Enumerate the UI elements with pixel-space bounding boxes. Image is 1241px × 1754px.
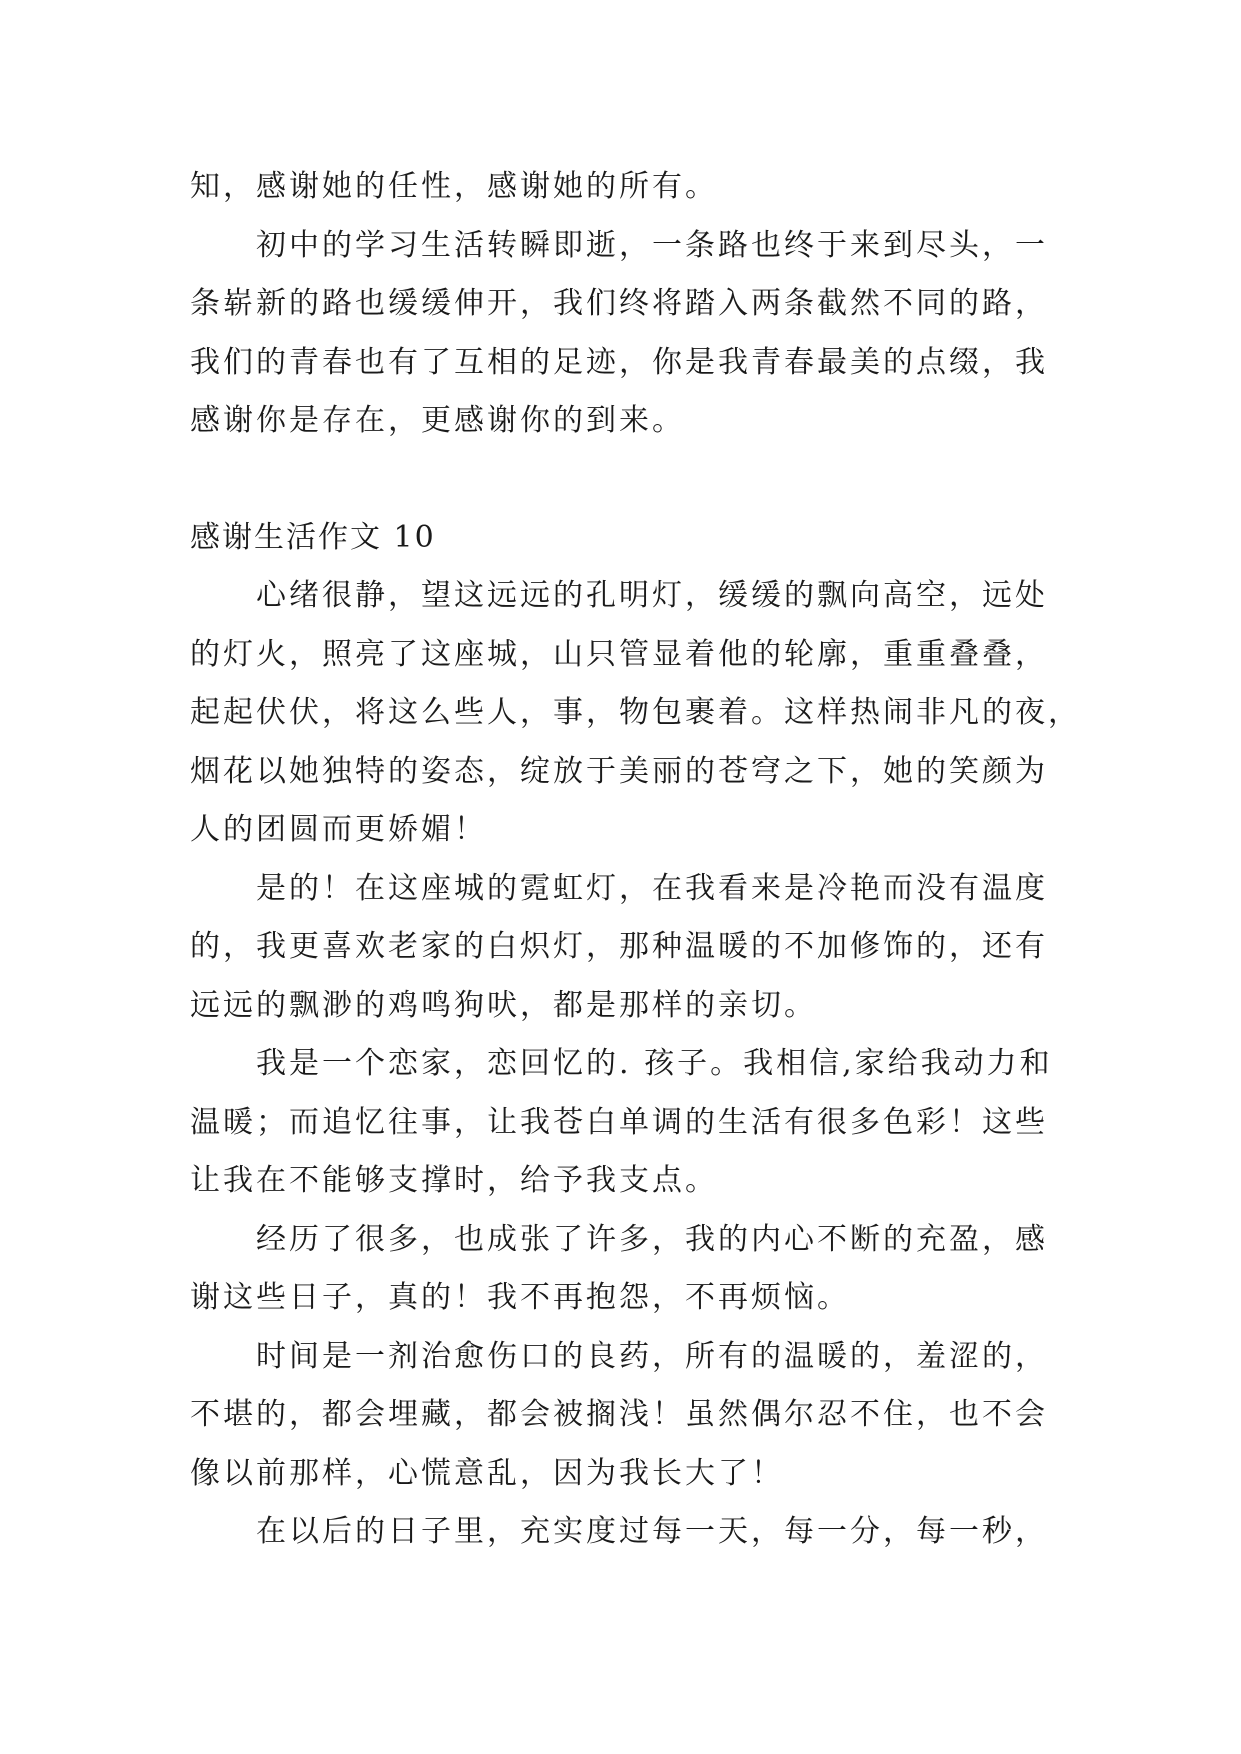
text-line: 时间是一剂治愈伤口的良药，所有的温暖的，羞涩的， bbox=[190, 1338, 1048, 1374]
section-spacer bbox=[190, 451, 1070, 509]
text-line: 远远的飘渺的鸡鸣狗吠，都是那样的亲切。 bbox=[190, 987, 817, 1023]
section-title: 感谢生活作文 10 bbox=[190, 519, 436, 555]
text-line: 不堪的，都会埋藏，都会被搁浅！虽然偶尔忍不住，也不会 bbox=[190, 1397, 1048, 1432]
text-line: 像以前那样，心慌意乱，因为我长大了！ bbox=[190, 1455, 784, 1491]
text-line: 感谢你是存在，更感谢你的到来。 bbox=[190, 403, 685, 438]
text-line: 知，感谢她的任性，感谢她的所有。 bbox=[190, 169, 718, 204]
text-line: 让我在不能够支撑时，给予我支点。 bbox=[190, 1163, 718, 1198]
text-line: 我是一个恋家，恋回忆的. 孩子。我相信,家给我动力和 bbox=[190, 1046, 1053, 1081]
text-line: 初中的学习生活转瞬即逝，一条路也终于来到尽头，一 bbox=[190, 227, 1048, 263]
text-line: 谢这些日子，真的！我不再抱怨，不再烦恼。 bbox=[190, 1280, 850, 1315]
text-line: 经历了很多，也成张了许多，我的内心不断的充盈，感 bbox=[190, 1221, 1048, 1257]
document-body bbox=[190, 158, 1081, 1562]
text-line: 人的团圆而更娇媚！ bbox=[190, 812, 487, 847]
text-line: 烟花以她独特的姿态，绽放于美丽的苍穹之下，她的笑颜为 bbox=[190, 753, 1048, 789]
text-line: 的，我更喜欢老家的白炽灯，那种温暖的不加修饰的，还有 bbox=[190, 929, 1048, 964]
text-line: 在以后的日子里，充实度过每一天，每一分，每一秒， bbox=[190, 1514, 1048, 1549]
text-line: 温暖；而追忆往事，让我苍白单调的生活有很多色彩！这些 bbox=[190, 1104, 1048, 1140]
text-line: 是的！在这座城的霓虹灯，在我看来是冷艳而没有温度 bbox=[190, 870, 1048, 906]
text-line: 的灯火，照亮了这座城，山只管显着他的轮廓，重重叠叠， bbox=[190, 636, 1048, 672]
text-line: 心绪很静，望这远远的孔明灯，缓缓的飘向高空，远处 bbox=[190, 578, 1048, 613]
text-line: 我们的青春也有了互相的足迹，你是我青春最美的点缀，我 bbox=[190, 344, 1048, 380]
text-line: 起起伏伏，将这么些人，事，物包裹着。这样热闹非凡的夜， bbox=[190, 695, 1081, 730]
text-line: 条崭新的路也缓缓伸开，我们终将踏入两条截然不同的路， bbox=[190, 286, 1048, 321]
